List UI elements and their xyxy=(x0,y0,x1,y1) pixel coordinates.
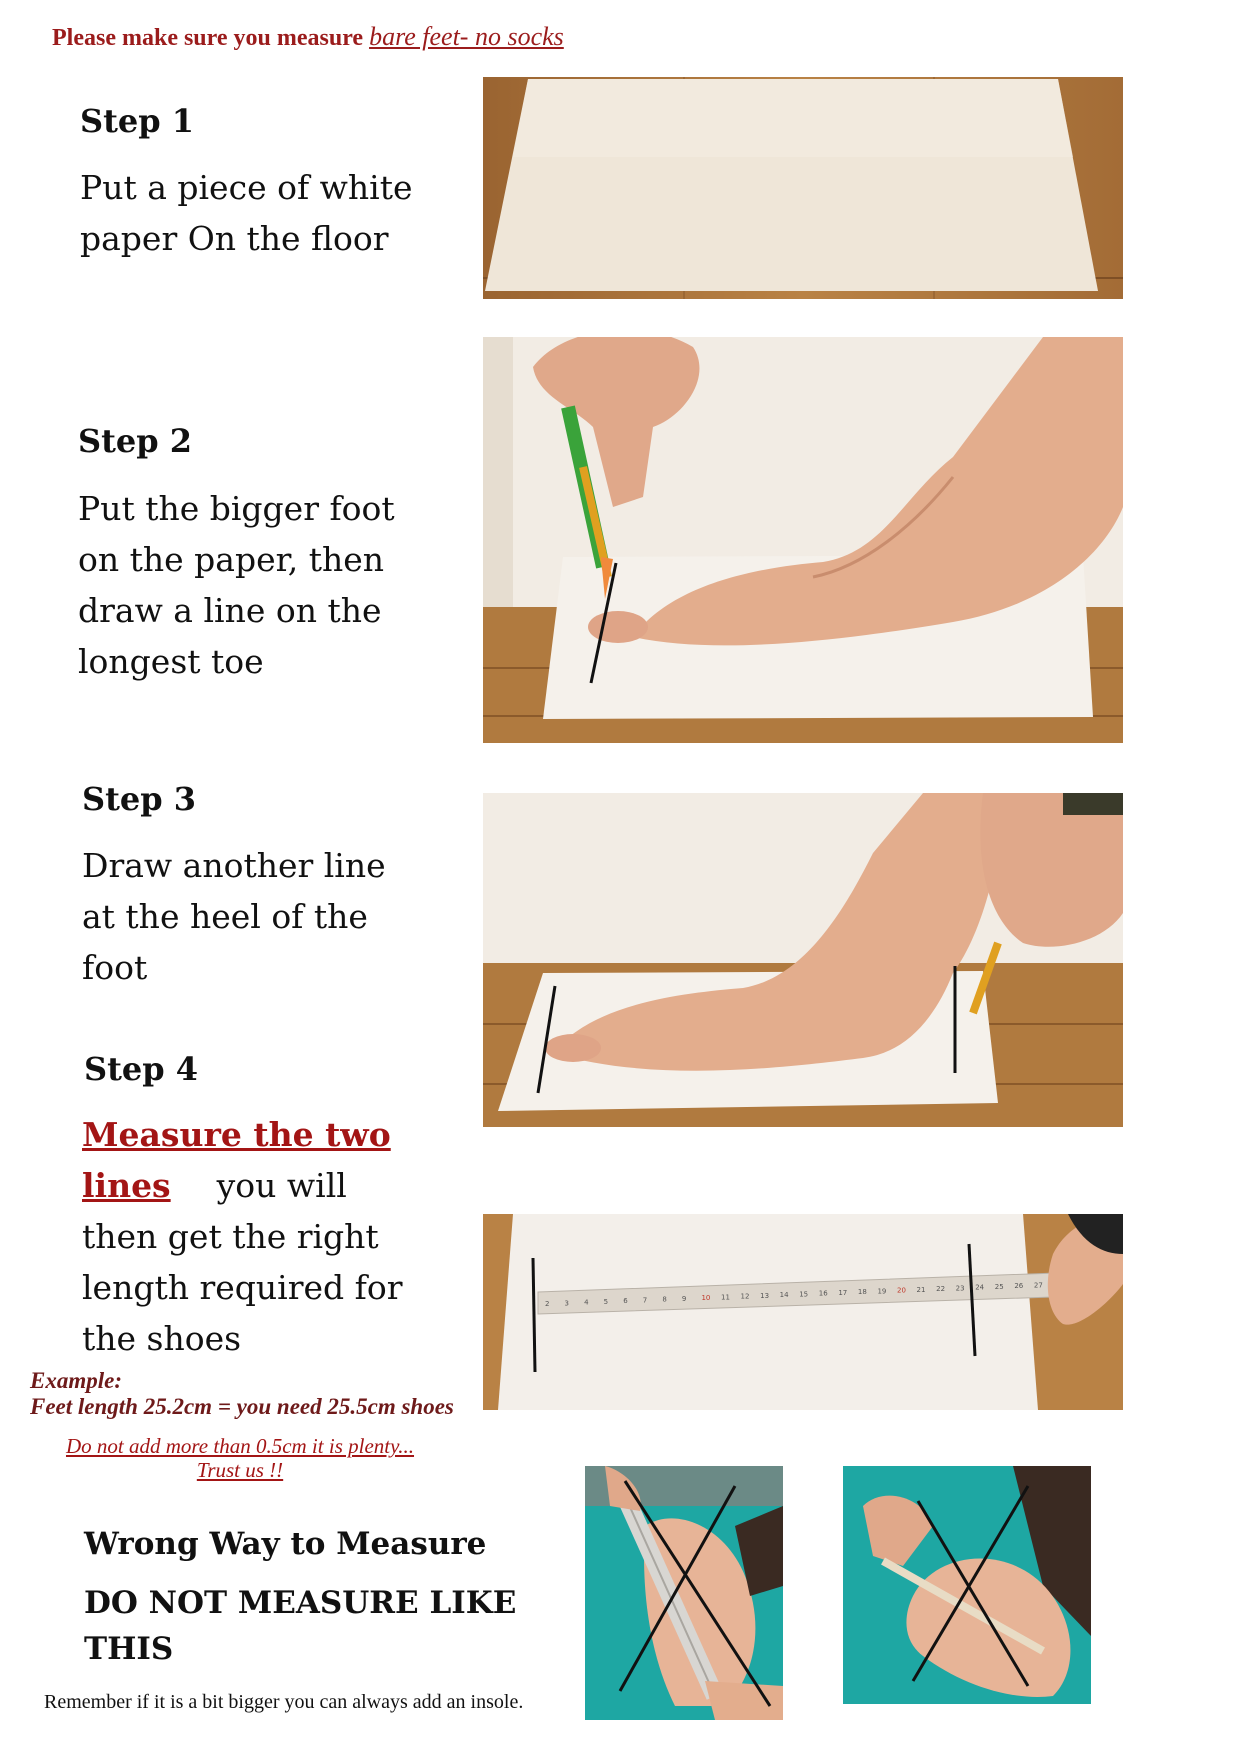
tape-tick-label: 5 xyxy=(603,1297,609,1306)
step-1-line: Put a piece of white xyxy=(80,168,413,207)
step-2-line: Put the bigger foot xyxy=(78,489,395,528)
step-2-line: on the paper, then xyxy=(78,540,385,579)
step-4-line: you will xyxy=(216,1166,347,1205)
step-2-line: longest toe xyxy=(78,642,264,681)
bare-feet-warning xyxy=(52,22,564,52)
tape-tick-label: 18 xyxy=(857,1288,867,1297)
step-1-title: Step 1 xyxy=(80,102,195,140)
wrong-way-title: Wrong Way to Measure xyxy=(84,1526,487,1562)
tolerance-note xyxy=(40,1434,440,1482)
tape-tick-label: 9 xyxy=(681,1294,687,1303)
step-3-line: at the heel of the xyxy=(82,897,368,936)
step-3-line: Draw another line xyxy=(82,846,386,885)
step-2-photo xyxy=(483,337,1123,743)
tape-tick-label: 26 xyxy=(1014,1282,1024,1291)
warning-prefix: Please make sure you measure xyxy=(52,25,370,51)
step-4-text xyxy=(82,1109,402,1364)
example-block xyxy=(30,1368,454,1420)
step-1-line: paper On the floor xyxy=(80,219,389,258)
tape-tick-label: 21 xyxy=(916,1285,926,1294)
tape-tick-label: 11 xyxy=(721,1293,730,1302)
step-4-highlight: lines xyxy=(82,1166,171,1205)
step-3-line: foot xyxy=(82,948,148,987)
tape-tick-label: 13 xyxy=(760,1291,770,1300)
warning-emphasis: bare feet- no socks xyxy=(369,22,564,51)
step-2-title: Step 2 xyxy=(78,422,193,460)
step-3-title: Step 3 xyxy=(82,780,197,818)
tape-tick-label: 22 xyxy=(936,1285,946,1294)
step-2-line: draw a line on the xyxy=(78,591,382,630)
do-not-measure-text xyxy=(84,1580,516,1672)
insole-remark: Remember if it is a bit bigger you can always add an insole. xyxy=(44,1691,524,1713)
tape-tick-label: 4 xyxy=(584,1298,589,1307)
wrong-photo-2 xyxy=(843,1466,1091,1704)
tolerance-note-line: Do not add more than 0.5cm it is plenty... xyxy=(65,1434,415,1458)
example-text: Feet length 25.2cm = you need 25.5cm shoes xyxy=(30,1394,454,1419)
tape-tick-label: 8 xyxy=(662,1295,667,1304)
step-1-text xyxy=(80,162,413,264)
do-not-measure-line: THIS xyxy=(84,1631,174,1667)
step-4-highlight: Measure the two xyxy=(82,1115,391,1154)
tape-tick-label: 20 xyxy=(897,1286,906,1295)
step-2-text xyxy=(78,483,395,687)
step-4-line: length required for xyxy=(82,1268,403,1307)
do-not-measure-line: DO NOT MEASURE LIKE xyxy=(84,1585,517,1621)
tape-tick-label: 12 xyxy=(740,1292,750,1301)
tape-tick-label: 16 xyxy=(818,1289,828,1298)
step-4-line: the shoes xyxy=(82,1319,242,1358)
tape-tick-label: 6 xyxy=(623,1297,628,1306)
tape-tick-label: 17 xyxy=(838,1288,848,1297)
step-1-photo xyxy=(483,77,1123,299)
tape-tick-label: 3 xyxy=(564,1299,570,1308)
step-4-line: then get the right xyxy=(82,1217,379,1256)
tape-tick-label: 7 xyxy=(642,1296,648,1305)
tape-tick-label: 2 xyxy=(545,1300,550,1308)
tape-tick-label: 23 xyxy=(955,1284,965,1293)
tape-tick-label: 19 xyxy=(877,1287,887,1296)
example-label: Example: xyxy=(30,1368,122,1393)
step-3-photo xyxy=(483,793,1123,1127)
step-4-photo xyxy=(483,1214,1123,1410)
tape-tick-label: 10 xyxy=(701,1294,711,1303)
wrong-photo-1 xyxy=(585,1466,783,1720)
tape-tick-label: 14 xyxy=(779,1291,789,1300)
tape-tick-label: 25 xyxy=(994,1282,1004,1291)
tape-tick-label: 27 xyxy=(1033,1281,1043,1290)
tape-tick-label: 24 xyxy=(975,1283,985,1292)
step-4-title: Step 4 xyxy=(84,1050,199,1088)
tape-tick-label: 15 xyxy=(799,1290,809,1299)
step-3-text xyxy=(82,840,386,993)
tolerance-note-line: Trust us !! xyxy=(196,1458,284,1482)
